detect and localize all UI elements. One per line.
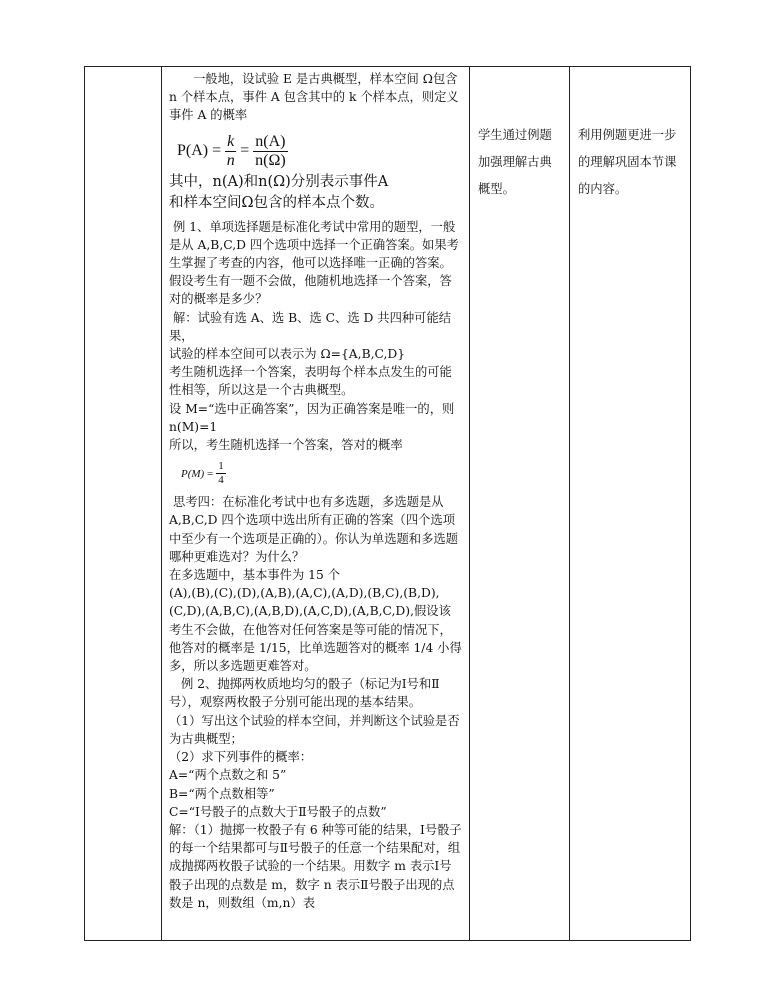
fraction-one-quarter: $\frac{1}{4}$ [218,460,224,487]
column-stage-cell [85,67,162,941]
fraction-k-over-n: $\frac{k}{n}$ [226,132,235,169]
design-intent-text: 利用例题更进一步的理解巩固本节课的内容。 [578,128,677,196]
paragraph-example1: 例 1、单项选择题是标准化考试中常用的题型，一般是从 A,B,C,D 四个选项中选择一个正确答案。如果考生掌握了考查的内容，他可以选择唯一正确的答案。假设考生有一题不会做，他随机地选择一个答案，答对的概率是多少？ [169,219,459,307]
paragraph-event-a: A=“两个点数之和 5” [169,768,287,783]
paragraph-think4: 思考四：在标准化考试中也有多选题，多选题是从 A,B,C,D 四个选项中选出所有正确的答案（四个选项中至少有一个选项是正确的）。你认为单选题和多选题哪种更难选对？为什么？ [169,495,458,564]
paragraph-solution2: 解：（1）抛掷一枚骰子有 6 种等可能的结果，Ⅰ号骰子的每一个结果都可与Ⅱ号骰子的任意一个结果配对，组成抛掷两枚骰子试验的一个结果。用数字 m 表示Ⅰ号骰子出现的点数是 m，数字 n 表示Ⅱ号骰子出现的点数是 n，则数组（m,n）表 [169,822,462,910]
paragraph-sample-space: 试验的样本空间可以表示为 Ω={A,B,C,D} [169,347,406,362]
student-activity-text: 学生通过例题加强理解古典概型。 [478,128,552,196]
column-design-intent-cell [570,67,691,941]
paragraph-probability-lead: 所以，考生随机选择一个答案，答对的概率 [169,438,403,453]
paragraph-definition: 一般地，设试验 E 是古典概型，样本空间 Ω包含 n 个样本点，事件 A 包含其中的 k 个样本点，则定义事件 A 的概率 [169,72,459,123]
probability-formula: P(A) = $\frac{k}{n}$ = $\frac{n(A)}{n(\Omega)}$ [177,132,286,169]
table-row [85,67,691,941]
column-content-cell [162,67,470,941]
lesson-table [84,66,691,941]
paragraph-event-b: B=“两个点数相等” [169,786,275,801]
fraction-nA-over-nOmega: $\frac{n(A)}{n(\Omega)}$ [255,132,286,169]
column-student-activity-cell [470,67,570,941]
formula-note-line1: 其中，n(A)和n(Ω)分别表示事件A [169,173,389,190]
paragraph-event-c: C=“Ⅰ号骰子的点数大于Ⅱ号骰子的点数” [169,804,387,819]
paragraph-question2: （2）求下列事件的概率： [169,750,313,765]
paragraph-question1: （1）写出这个试验的样本空间，并判断这个试验是否为古典概型； [169,713,460,746]
paragraph-multi-count: 在多选题中，基本事件为 15 个 [169,568,341,583]
paragraph-solution-intro: 解：试验有选 A、选 B、选 C、选 D 共四种可能结果， [169,310,452,343]
probability-m-formula: P(M) = $\frac{1}{4}$ [181,460,224,487]
formula-lhs: P(A) [177,142,209,159]
paragraph-example2: 例 2、抛掷两枚质地均匀的骰子（标记为Ⅰ号和Ⅱ号），观察两枚骰子分别可能出现的基本结果。 [169,677,440,710]
paragraph-multi-list: (A),(B),(C),(D),(A,B),(A,C),(A,D),(B,C),(B,D),(C,D),(A,B,C),(A,B,D),(A,C,D),(A,B,C,D),假设该考生不会做，在他答对任何答案是等可能的情况下，他答对的概率是 1/15，比单选题答对的概率 1/4 小得多，所以多选题更难答对。 [169,586,462,674]
formula-note-line2: 和样本空间Ω包含的样本点个数。 [169,194,385,211]
paragraph-classical-model: 考生随机选择一个答案，表明每个样本点发生的可能性相等，所以这是一个古典概型。 [169,365,452,398]
paragraph-event-m: 设 M=“选中正确答案”，因为正确答案是唯一的，则 n(M)=1 [169,401,455,434]
